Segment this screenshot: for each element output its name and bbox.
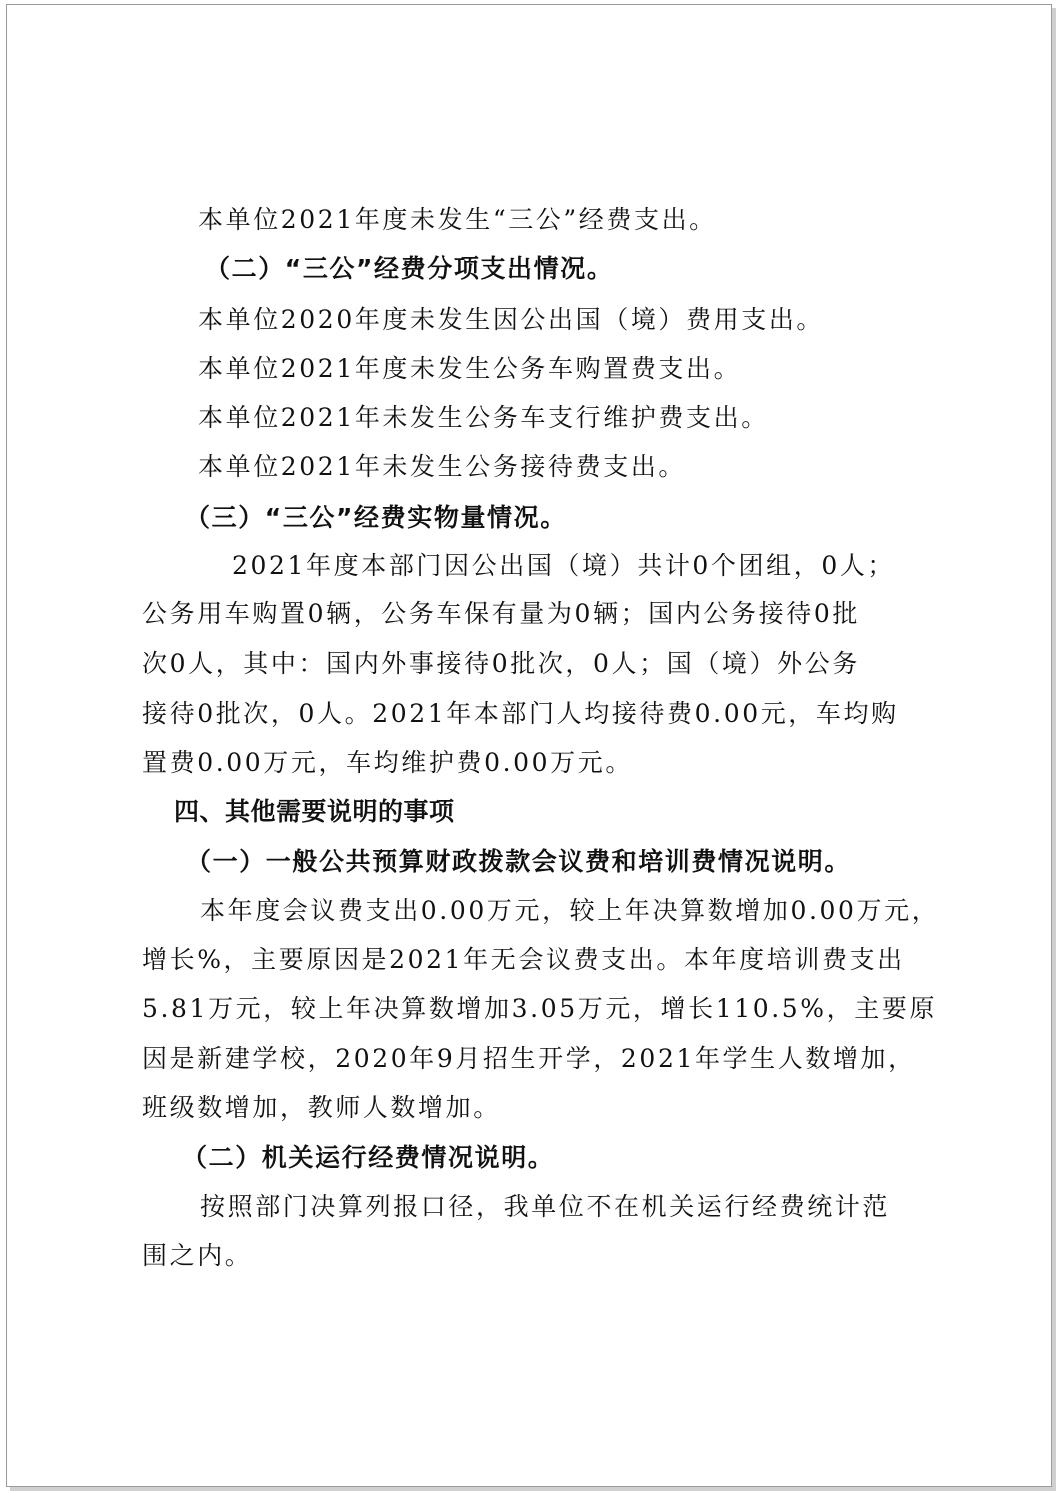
paragraph-overseas-travel: 本单位2020年度未发生因公出国（境）费用支出。: [198, 305, 825, 334]
page-shadow-bottom: [10, 1487, 1056, 1491]
paragraph-vehicle-purchase: 本单位2021年度未发生公务车购置费支出。: [198, 354, 742, 383]
section-heading-other-matters: 四、其他需要说明的事项: [174, 797, 455, 826]
subheading-operating-expenses: （二）机关运行经费情况说明。: [182, 1143, 555, 1172]
paragraph-quantity-line-1: 2021年度本部门因公出国（境）共计0个团组，0人；: [232, 551, 896, 580]
paragraph-operating-line-1: 按照部门决算列报口径，我单位不在机关运行经费统计范: [200, 1192, 891, 1221]
page-shadow-right: [1052, 8, 1056, 1491]
subheading-physical-quantity: （三）“三公”经费实物量情况。: [185, 503, 567, 532]
paragraph-fees-line-1: 本年度会议费支出0.00万元，较上年决算数增加0.00万元，: [200, 896, 940, 925]
paragraph-fees-line-4: 因是新建学校，2020年9月招生开学，2021年学生人数增加，: [142, 1044, 916, 1073]
paragraph-fees-line-3: 5.81万元，较上年决算数增加3.05万元，增长110.5%，主要原: [142, 994, 938, 1023]
paragraph-sangong-total: 本单位2021年度未发生“三公”经费支出。: [198, 205, 717, 234]
paragraph-quantity-line-2: 公务用车购置0辆，公务车保有量为0辆；国内公务接待0批: [142, 599, 860, 628]
paragraph-fees-line-2: 增长%，主要原因是2021年无会议费支出。本年度培训费支出: [142, 945, 905, 974]
paragraph-operating-line-2: 围之内。: [142, 1241, 253, 1270]
paragraph-quantity-line-3: 次0人，其中：国内外事接待0批次，0人；国（境）外公务: [142, 649, 860, 678]
paragraph-fees-line-5: 班级数增加，教师人数增加。: [142, 1093, 501, 1122]
paragraph-quantity-line-4: 接待0批次，0人。2021年本部门人均接待费0.00元，车均购: [142, 699, 899, 728]
subheading-meeting-training-fees: （一）一般公共预算财政拨款会议费和培训费情况说明。: [186, 847, 852, 876]
subheading-itemized-expenses: （二）“三公”经费分项支出情况。: [205, 254, 614, 283]
paragraph-vehicle-maintenance: 本单位2021年未发生公务车支行维护费支出。: [198, 403, 769, 432]
paragraph-official-reception: 本单位2021年未发生公务接待费支出。: [198, 452, 687, 481]
paragraph-quantity-line-5: 置费0.00万元，车均维护费0.00万元。: [142, 748, 633, 777]
